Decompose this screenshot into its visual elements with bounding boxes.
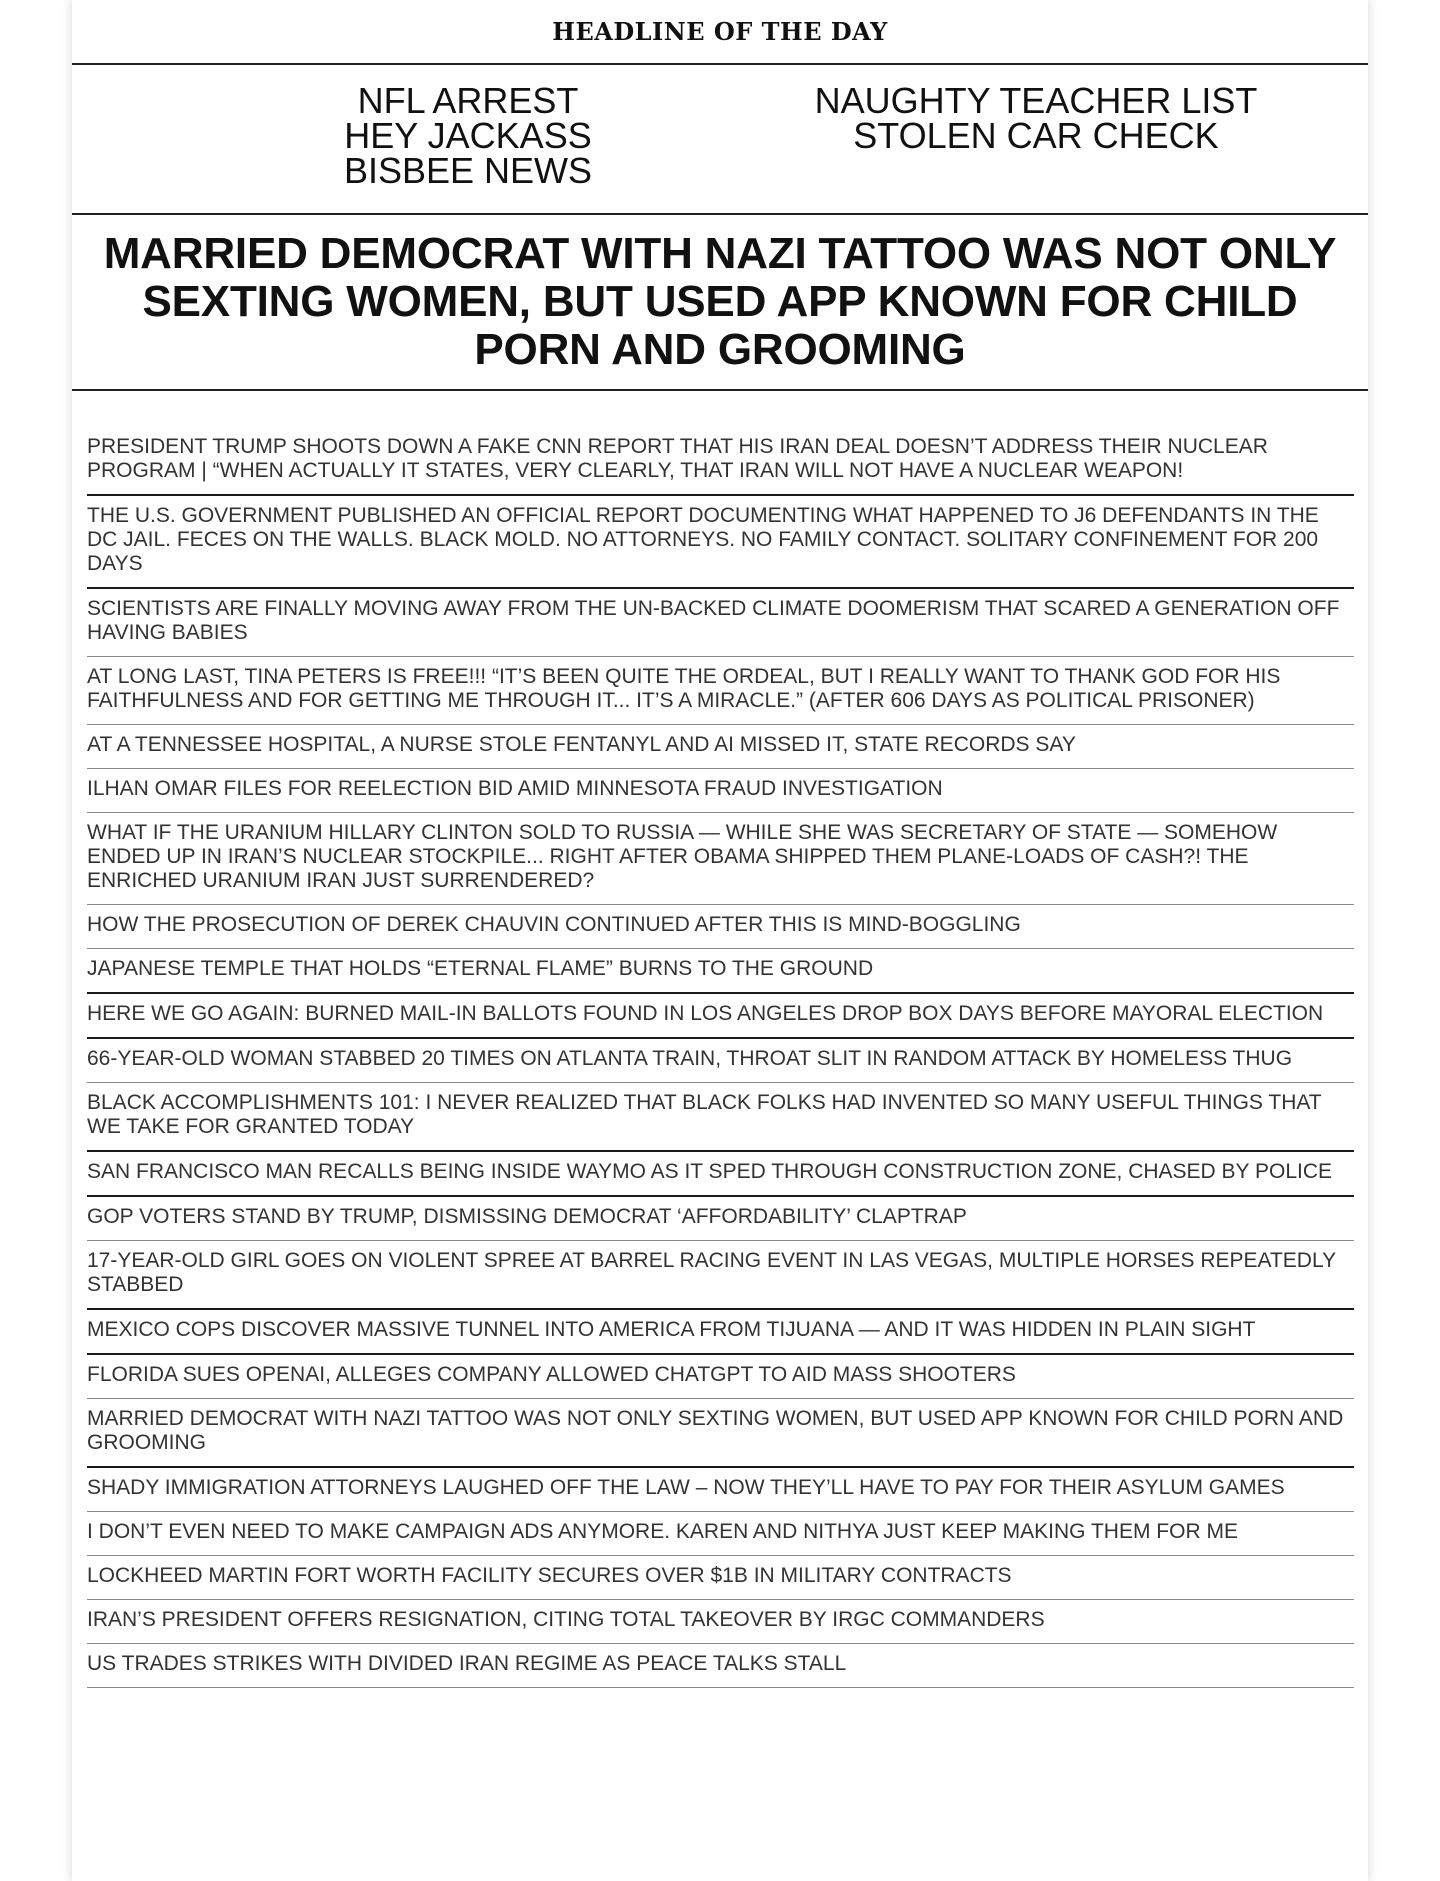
list-item	[87, 725, 1354, 769]
list-item	[87, 1083, 1354, 1152]
story-link[interactable]: ILHAN OMAR FILES FOR REELECTION BID AMID MINNESOTA FRAUD INVESTIGATION	[87, 777, 943, 800]
site-masthead	[72, 0, 1368, 65]
list-item	[87, 1399, 1354, 1468]
top-link-nfl-arrest[interactable]: NFL ARREST	[357, 80, 579, 121]
site-title[interactable]: HEADLINE OF THE DAY	[552, 17, 888, 46]
list-item	[87, 589, 1354, 657]
list-item	[87, 657, 1354, 725]
list-item	[87, 949, 1354, 994]
story-list	[72, 427, 1368, 1688]
list-item	[87, 1197, 1354, 1241]
list-item	[87, 1152, 1354, 1197]
story-link[interactable]: JAPANESE TEMPLE THAT HOLDS “ETERNAL FLAME” BURNS TO THE GROUND	[87, 957, 874, 980]
story-link[interactable]: SAN FRANCISCO MAN RECALLS BEING INSIDE WAYMO AS IT SPED THROUGH CONSTRUCTION ZONE, CHASED BY POLICE	[87, 1160, 1333, 1183]
top-link-stolen-car-check[interactable]: STOLEN CAR CHECK	[853, 115, 1219, 156]
main-headline	[72, 215, 1368, 391]
story-link[interactable]: I DON’T EVEN NEED TO MAKE CAMPAIGN ADS ANYMORE. KAREN AND NITHYA JUST KEEP MAKING THEM FOR ME	[87, 1520, 1238, 1543]
story-link[interactable]: SHADY IMMIGRATION ATTORNEYS LAUGHED OFF THE LAW – NOW THEY’LL HAVE TO PAY FOR THEIR ASYLUM GAMES	[87, 1476, 1285, 1499]
list-item	[87, 769, 1354, 813]
story-link[interactable]: AT LONG LAST, TINA PETERS IS FREE!!! “IT’S BEEN QUITE THE ORDEAL, BUT I REALLY WANT TO THANK GOD FOR HIS FAITHFULNESS AND FOR GETTING ME THROUGH IT... IT’S A MIRACLE.” (AFTER 606 DAYS AS POLITICAL PRISONER)	[87, 665, 1281, 712]
story-link[interactable]: GOP VOTERS STAND BY TRUMP, DISMISSING DEMOCRAT ‘AFFORDABILITY’ CLAPTRAP	[87, 1205, 967, 1228]
list-item	[87, 813, 1354, 905]
story-link[interactable]: HOW THE PROSECUTION OF DEREK CHAUVIN CONTINUED AFTER THIS IS MIND-BOGGLING	[87, 913, 1021, 936]
page	[72, 0, 1368, 1881]
list-item	[87, 1600, 1354, 1644]
story-link[interactable]: IRAN’S PRESIDENT OFFERS RESIGNATION, CITING TOTAL TAKEOVER BY IRGC COMMANDERS	[87, 1608, 1045, 1631]
story-link[interactable]: HERE WE GO AGAIN: BURNED MAIL-IN BALLOTS FOUND IN LOS ANGELES DROP BOX DAYS BEFORE MAYORAL ELECTION	[87, 1002, 1324, 1025]
list-item	[87, 1556, 1354, 1600]
story-link[interactable]: FLORIDA SUES OPENAI, ALLEGES COMPANY ALLOWED CHATGPT TO AID MASS SHOOTERS	[87, 1363, 1016, 1386]
story-link[interactable]: US TRADES STRIKES WITH DIVIDED IRAN REGIME AS PEACE TALKS STALL	[87, 1652, 847, 1675]
list-item	[87, 1644, 1354, 1688]
story-link[interactable]: AT A TENNESSEE HOSPITAL, A NURSE STOLE FENTANYL AND AI MISSED IT, STATE RECORDS SAY	[87, 733, 1076, 756]
list-item	[87, 496, 1354, 589]
top-link-hey-jackass[interactable]: HEY JACKASS	[344, 115, 592, 156]
list-item	[87, 1310, 1354, 1355]
top-link-bisbee-news[interactable]: BISBEE NEWS	[343, 150, 593, 191]
story-link[interactable]: PRESIDENT TRUMP SHOOTS DOWN A FAKE CNN REPORT THAT HIS IRAN DEAL DOESN’T ADDRESS THEIR NUCLEAR PROGRAM | “WHEN ACTUALLY IT STATES, VERY CLEARLY, THAT IRAN WILL NOT HAVE A NUCLEAR WEAPON!	[87, 435, 1268, 482]
story-link[interactable]: 66-YEAR-OLD WOMAN STABBED 20 TIMES ON ATLANTA TRAIN, THROAT SLIT IN RANDOM ATTACK BY HOMELESS THUG	[87, 1047, 1293, 1070]
list-item	[87, 1241, 1354, 1310]
list-item	[87, 427, 1354, 496]
list-item	[87, 1039, 1354, 1083]
story-link[interactable]: 17-YEAR-OLD GIRL GOES ON VIOLENT SPREE AT BARREL RACING EVENT IN LAS VEGAS, MULTIPLE HORSES REPEATEDLY STABBED	[87, 1249, 1336, 1296]
top-links-left	[188, 80, 748, 191]
story-link[interactable]: SCIENTISTS ARE FINALLY MOVING AWAY FROM THE UN-BACKED CLIMATE DOOMERISM THAT SCARED A GENERATION OFF HAVING BABIES	[87, 597, 1340, 644]
top-link-naughty-teacher-list[interactable]: NAUGHTY TEACHER LIST	[814, 80, 1258, 121]
story-link[interactable]: THE U.S. GOVERNMENT PUBLISHED AN OFFICIAL REPORT DOCUMENTING WHAT HAPPENED TO J6 DEFENDANTS IN THE DC JAIL. FECES ON THE WALLS. BLACK MOLD. NO ATTORNEYS. NO FAMILY CONTACT. SOLITARY CONFINEMENT FOR 200 DAYS	[87, 504, 1319, 575]
story-link[interactable]: MEXICO COPS DISCOVER MASSIVE TUNNEL INTO AMERICA FROM TIJUANA — AND IT WAS HIDDEN IN PLAIN SIGHT	[87, 1318, 1256, 1341]
story-link[interactable]: LOCKHEED MARTIN FORT WORTH FACILITY SECURES OVER $1B IN MILITARY CONTRACTS	[87, 1564, 1012, 1587]
top-links-right	[756, 80, 1316, 156]
list-item	[87, 1468, 1354, 1512]
list-item	[87, 994, 1354, 1039]
main-headline-link[interactable]: MARRIED DEMOCRAT WITH NAZI TATTOO WAS NOT ONLY SEXTING WOMEN, BUT USED APP KNOWN FOR CHILD PORN AND GROOMING	[103, 229, 1337, 374]
story-link[interactable]: BLACK ACCOMPLISHMENTS 101: I NEVER REALIZED THAT BLACK FOLKS HAD INVENTED SO MANY USEFUL THINGS THAT WE TAKE FOR GRANTED TODAY	[87, 1091, 1322, 1138]
list-item	[87, 1512, 1354, 1556]
story-link[interactable]: WHAT IF THE URANIUM HILLARY CLINTON SOLD TO RUSSIA — WHILE SHE WAS SECRETARY OF STATE — SOMEHOW ENDED UP IN IRAN’S NUCLEAR STOCKPILE... RIGHT AFTER OBAMA SHIPPED THEM PLANE-LOADS OF CASH?! THE ENRICHED URANIUM IRAN JUST SURRENDERED?	[87, 821, 1278, 892]
story-link[interactable]: MARRIED DEMOCRAT WITH NAZI TATTOO WAS NOT ONLY SEXTING WOMEN, BUT USED APP KNOWN FOR CHILD PORN AND GROOMING	[87, 1407, 1344, 1454]
list-item	[87, 1355, 1354, 1399]
list-item	[87, 905, 1354, 949]
top-links	[72, 65, 1368, 215]
